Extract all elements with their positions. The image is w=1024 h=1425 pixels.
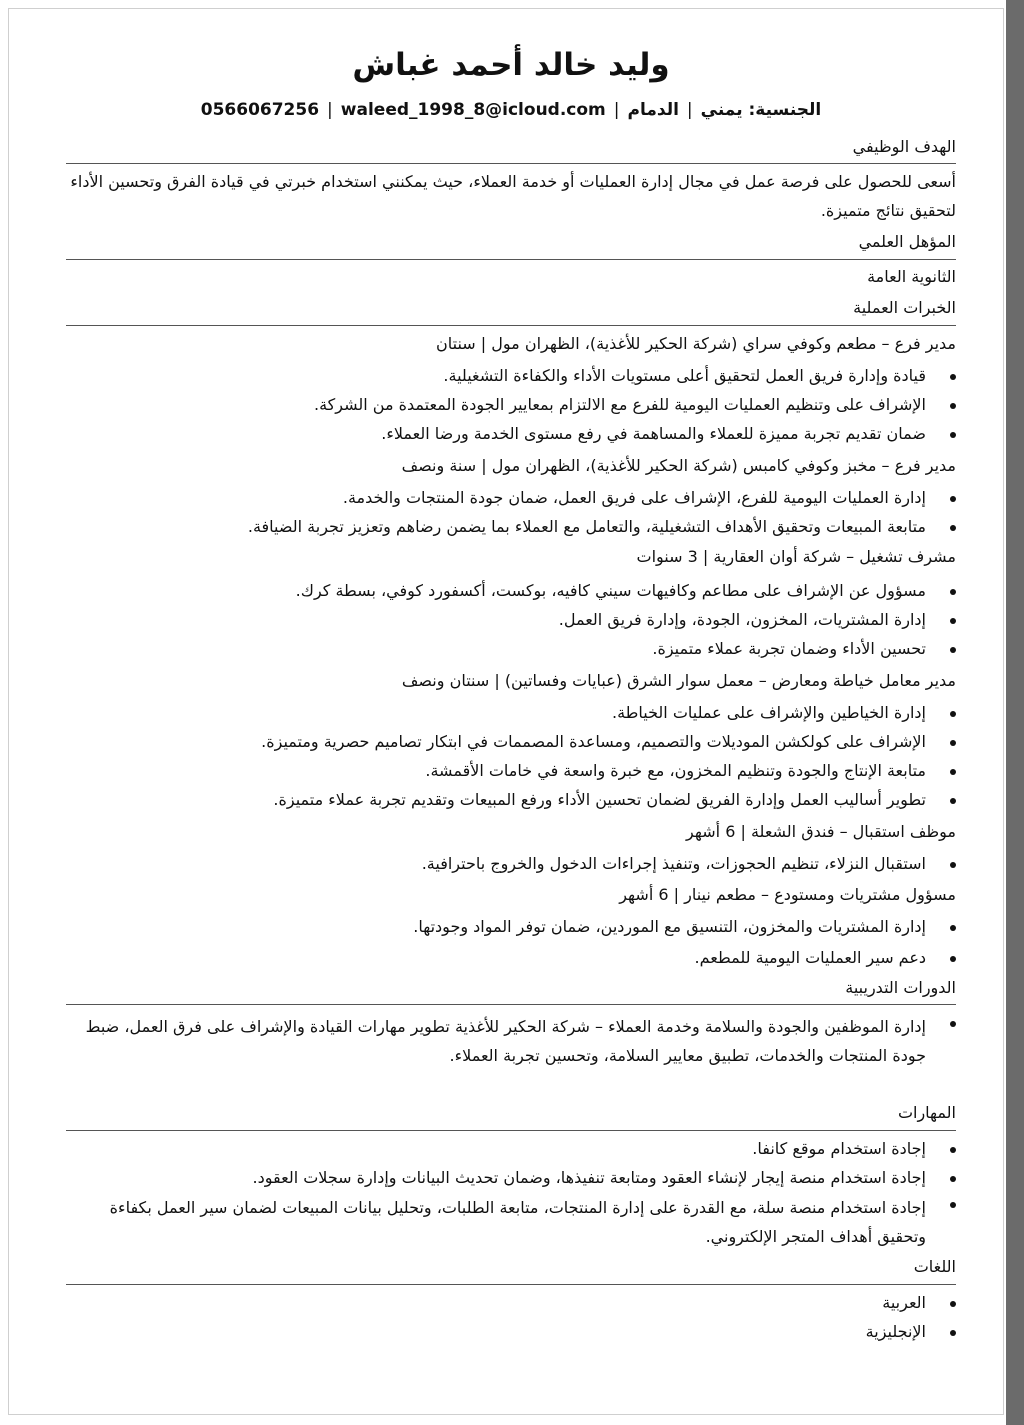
bullet-icon (950, 711, 956, 717)
contact-line: الجنسية: يمني|الدمام|waleed_1998_8@icloud.com|0566067256 (200, 100, 822, 120)
viewer-edge (1006, 0, 1024, 1425)
education-text: الثانوية العامة (867, 267, 956, 286)
job-heading: مدير فرع – مخبز وكوفي كامبس (شركة الحكير للأغذية)، الظهران مول | سنة ونصف (401, 456, 956, 475)
bullet-icon (950, 432, 956, 438)
bullet-icon (950, 798, 956, 804)
section-title-training: الدورات التدريبية (845, 978, 956, 997)
bullet-icon (950, 862, 956, 868)
objective-text: أسعى للحصول على فرصة عمل في مجال إدارة العمليات أو خدمة العملاء، حيث يمكنني استخدام خبرتي في قيادة الفرق وتحسين الأداء لتحقيق نتائج متميزة. (70, 172, 956, 220)
bullet-icon (950, 589, 956, 595)
bullet-icon (950, 740, 956, 746)
email: waleed_1998_8@icloud.com (340, 100, 606, 120)
section-title-experience: الخبرات العملية (853, 298, 956, 317)
section-title-objective: الهدف الوظيفي (852, 137, 956, 156)
section-divider (66, 259, 956, 260)
bullet-icon (950, 1176, 956, 1182)
bullet-icon (950, 1202, 956, 1208)
nationality: الجنسية: يمني (700, 100, 822, 120)
bullet-icon (950, 496, 956, 502)
job-heading: مشرف تشغيل – شركة أوان العقارية | 3 سنوات (636, 547, 956, 566)
section-divider (66, 163, 956, 164)
section-divider (66, 1284, 956, 1285)
candidate-name: وليد خالد أحمد غباش (352, 47, 670, 83)
bullet-icon (950, 1301, 956, 1307)
bullet-icon (950, 1147, 956, 1153)
bullet-icon (950, 956, 956, 962)
section-title-education: المؤهل العلمي (858, 232, 956, 251)
job-heading: مدير فرع – مطعم وكوفي سراي (شركة الحكير للأغذية)، الظهران مول | سنتان (436, 334, 956, 353)
bullet-icon (950, 925, 956, 931)
bullet-icon (950, 618, 956, 624)
bullet-icon (950, 403, 956, 409)
job-heading: مسؤول مشتريات ومستودع – مطعم نينار | 6 أشهر (619, 885, 956, 904)
bullet-icon (950, 1330, 956, 1336)
bullet-icon (950, 647, 956, 653)
section-title-languages: اللغات (913, 1257, 956, 1276)
job-heading: مدير معامل خياطة ومعارض – معمل سوار الشرق (عبايات وفساتين) | سنتان ونصف (401, 671, 956, 690)
bullet-icon (950, 1021, 956, 1027)
section-title-skills: المهارات (897, 1103, 956, 1122)
bullet-icon (950, 769, 956, 775)
section-divider (66, 325, 956, 326)
city: الدمام (627, 100, 679, 120)
job-heading: موظف استقبال – فندق الشعلة | 6 أشهر (686, 822, 956, 841)
bullet-icon (950, 525, 956, 531)
section-divider (66, 1004, 956, 1005)
bullet-icon (950, 374, 956, 380)
phone: 0566067256 (200, 100, 320, 120)
section-divider (66, 1130, 956, 1131)
